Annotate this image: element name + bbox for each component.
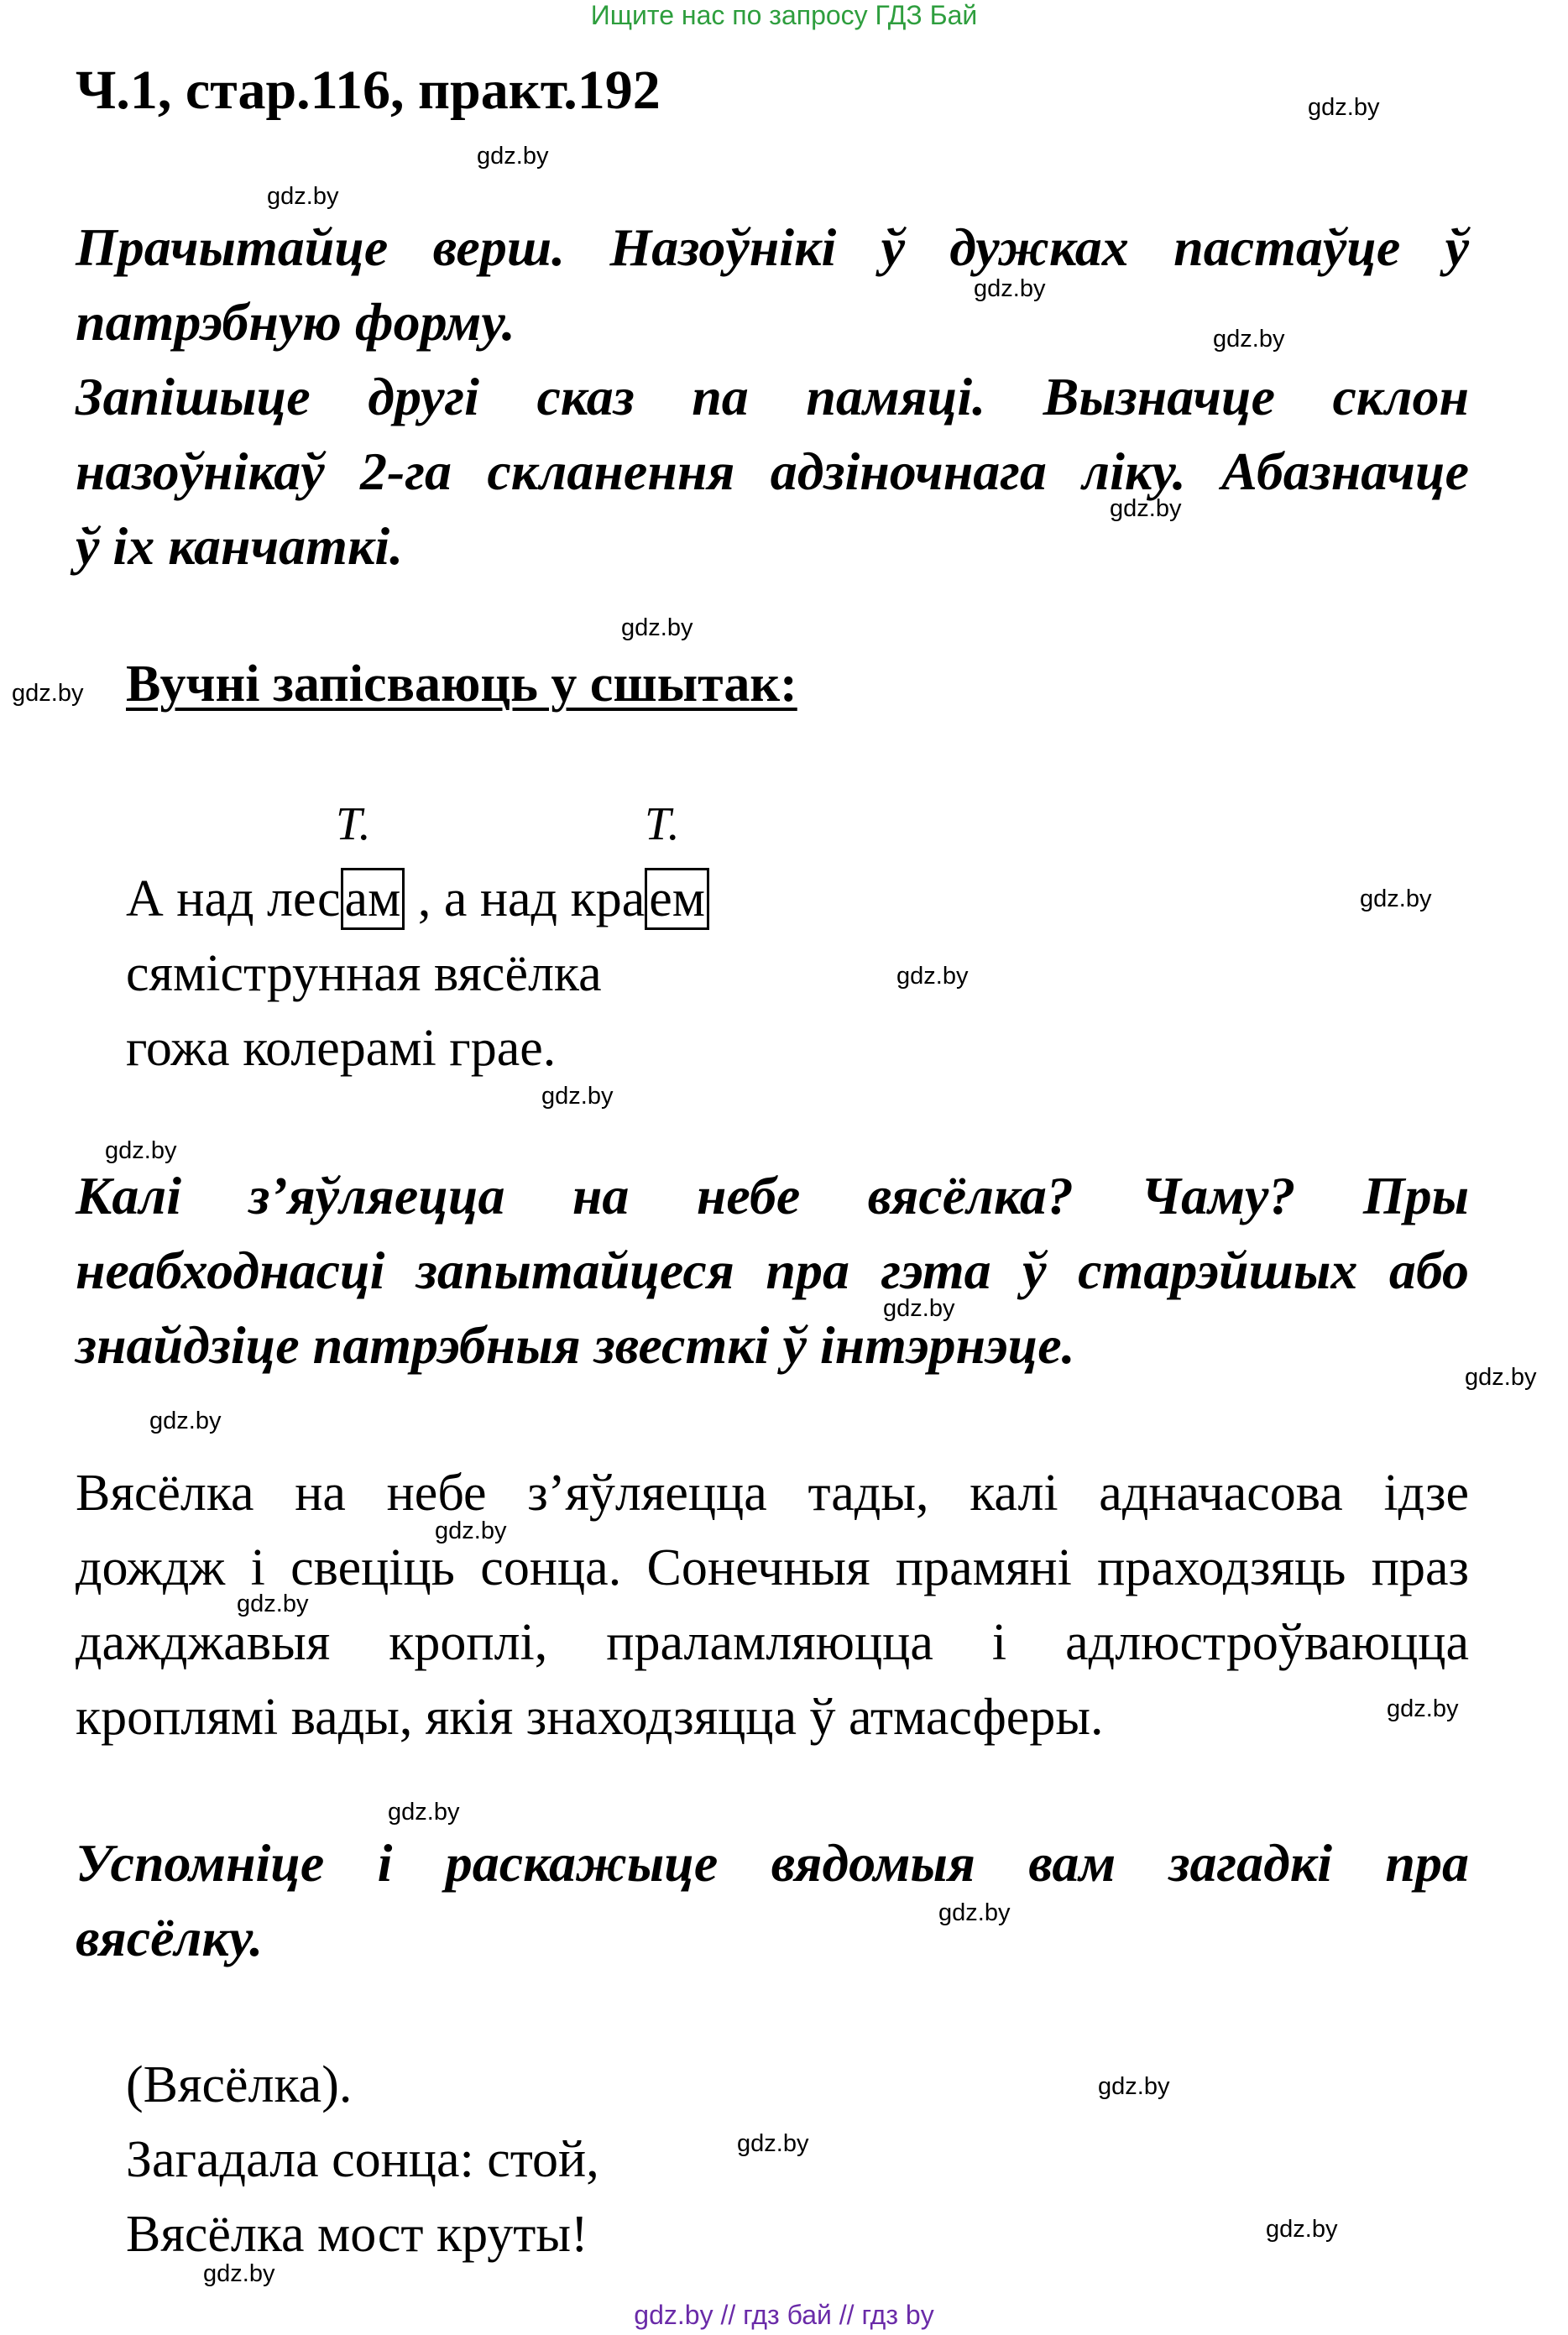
- answer-line: дождж і свеціць сонца. Сонечныя прамяні праходзяць праз: [76, 1539, 1469, 1596]
- watermark: gdz.by: [267, 183, 339, 210]
- watermark: gdz.by: [737, 2130, 809, 2157]
- top-banner[interactable]: Ищите нас по запросу ГДЗ Бай: [590, 0, 978, 30]
- watermark: gdz.by: [12, 680, 84, 707]
- watermark: gdz.by: [1465, 1364, 1537, 1391]
- poem-line: сяміструнная вясёлка: [126, 945, 602, 1002]
- watermark: gdz.by: [1387, 1695, 1459, 1722]
- footer-links[interactable]: gdz.by // гдз бай // гдз by: [634, 2300, 934, 2330]
- poem-excerpt: [126, 862, 709, 1086]
- task-1-line: патрэбную форму.: [76, 292, 515, 352]
- riddle-line: Загадала сонца: стой,: [126, 2131, 599, 2188]
- watermark: gdz.by: [1308, 94, 1380, 121]
- watermark: gdz.by: [1360, 885, 1432, 912]
- task-2-line: Калі з’яўляецца на небе вясёлка? Чаму? Пры: [76, 1166, 1469, 1225]
- task-3: [76, 1826, 1469, 1975]
- watermark: gdz.by: [541, 1083, 614, 1110]
- task-3-line: вясёлку.: [76, 1908, 264, 1967]
- case-mark: Т.: [645, 798, 680, 850]
- task-2: [76, 1158, 1469, 1382]
- answer-line: кроплямі вады, якія знаходзяцца ў атмасферы.: [76, 1689, 1104, 1746]
- watermark: gdz.by: [477, 143, 549, 170]
- riddle-line: Вясёлка мост круты!: [126, 2206, 588, 2263]
- task-3-line: Успомніце і раскажыце вядомыя вам загадкі пра: [76, 1833, 1469, 1893]
- watermark: gdz.by: [938, 1899, 1011, 1926]
- poem-line: гожа колерамі грае.: [126, 1020, 557, 1077]
- watermark: gdz.by: [1266, 2216, 1338, 2243]
- watermark: gdz.by: [105, 1137, 177, 1164]
- task-1-line: Запішыце другі сказ па памяці. Вызначце склон: [76, 367, 1469, 426]
- page-title: Ч.1, стар.116, практ.192: [76, 60, 661, 121]
- poem-word: А над лес: [126, 870, 341, 927]
- task-1: [76, 210, 1469, 583]
- watermark: gdz.by: [149, 1408, 222, 1434]
- watermark: gdz.by: [896, 963, 969, 990]
- section-caption: Вучні запісваюць у сшытак:: [126, 656, 797, 713]
- ending-box: ам: [341, 868, 405, 930]
- task-1-line: Прачытайце верш. Назоўнікі ў дужках пастаўце ў: [76, 217, 1469, 277]
- task-2-line: знайдзіце патрэбныя звесткі ў інтэрнэце.: [76, 1315, 1075, 1375]
- riddle: [126, 2048, 599, 2272]
- task-2-line: неабходнасці запытайцеся пра гэта ў старэйшых або: [76, 1241, 1469, 1300]
- case-mark: Т.: [336, 798, 371, 850]
- watermark: gdz.by: [435, 1517, 507, 1544]
- watermark: gdz.by: [1110, 495, 1182, 522]
- task-1-line: ў іх канчаткі.: [76, 516, 404, 576]
- poem-word: , а над кра: [405, 870, 645, 927]
- watermark: gdz.by: [203, 2260, 275, 2287]
- ending-box: ем: [645, 868, 709, 930]
- watermark: gdz.by: [1098, 2073, 1170, 2100]
- watermark: gdz.by: [1213, 326, 1285, 353]
- task-1-line: назоўнікаў 2-га скланення адзіночнага ліку. Абазначце: [76, 441, 1469, 501]
- watermark: gdz.by: [621, 614, 693, 641]
- watermark: gdz.by: [883, 1295, 955, 1322]
- watermark: gdz.by: [237, 1591, 309, 1617]
- answer-line: дажджавыя кроплі, праламляюцца і адлюстроўваюцца: [76, 1614, 1469, 1671]
- answer-line: Вясёлка на небе з’яўляецца тады, калі адначасова ідзе: [76, 1465, 1469, 1522]
- riddle-line: (Вясёлка).: [126, 2056, 353, 2113]
- watermark: gdz.by: [974, 275, 1046, 302]
- poem-line: [126, 862, 709, 937]
- watermark: gdz.by: [388, 1799, 460, 1826]
